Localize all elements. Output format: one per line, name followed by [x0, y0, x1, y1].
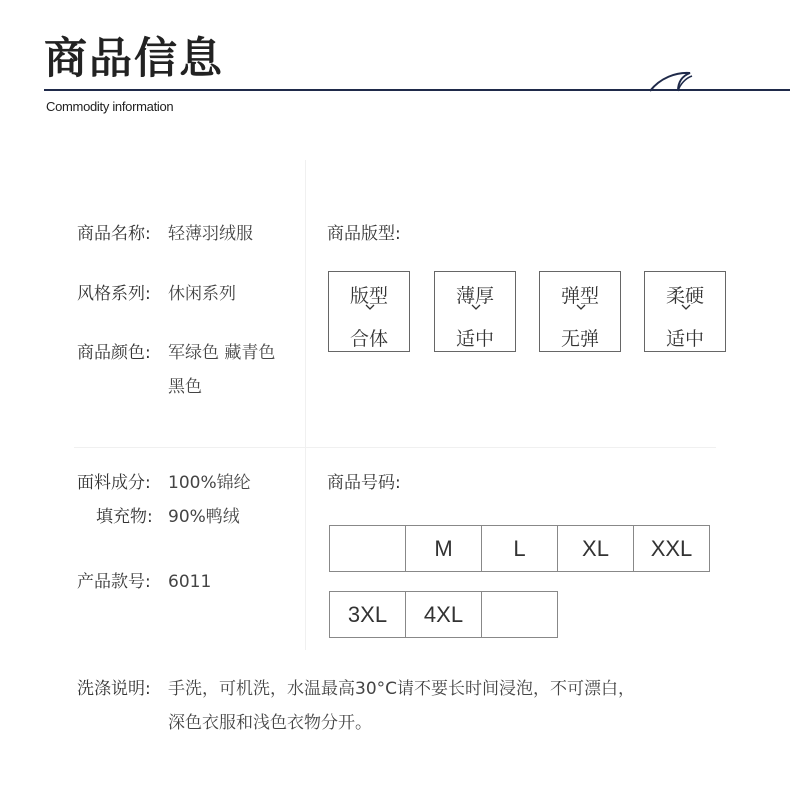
wave-icon [648, 70, 698, 92]
chevron-down-icon [435, 303, 517, 313]
fit-box-value: 适中 [665, 328, 704, 350]
fabric-label: 面料成分: [77, 473, 151, 493]
wash-label: 洗涤说明: [77, 679, 151, 699]
page-subtitle: Commodity information [46, 99, 174, 114]
filling-value: 90%鸭绒 [168, 507, 240, 527]
fit-box-title: 薄厚 [455, 285, 494, 307]
size-label: 商品号码: [327, 473, 401, 493]
fit-box-title: 柔硬 [665, 285, 704, 307]
fit-box-value: 适中 [455, 328, 494, 350]
fit-box-value: 合体 [349, 328, 388, 350]
fit-box-softness [644, 271, 726, 352]
size-cell: XL [557, 525, 634, 572]
horizontal-divider [74, 447, 716, 448]
size-cell [329, 525, 406, 572]
style-label: 风格系列: [77, 284, 151, 304]
wash-text-continued: 深色衣服和浅色衣物分开。 [168, 713, 372, 733]
name-label: 商品名称: [77, 224, 151, 244]
color-value-continued: 黑色 [168, 377, 202, 397]
filling-label: 填充物: [96, 507, 153, 527]
chevron-down-icon [645, 303, 727, 313]
size-cell [481, 591, 558, 638]
chevron-down-icon [540, 303, 622, 313]
code-label: 产品款号: [77, 572, 151, 592]
fit-label: 商品版型: [327, 224, 401, 244]
fit-box-thickness [434, 271, 516, 352]
color-label: 商品颜色: [77, 343, 151, 363]
fit-box-value: 无弹 [560, 328, 599, 350]
fit-box-title: 弹型 [560, 285, 599, 307]
size-cell: 3XL [329, 591, 406, 638]
size-cell: L [481, 525, 558, 572]
name-value: 轻薄羽绒服 [168, 224, 253, 244]
size-cell: XXL [633, 525, 710, 572]
style-value: 休闲系列 [168, 284, 236, 304]
fit-box-title: 版型 [349, 285, 388, 307]
fit-box-elasticity [539, 271, 621, 352]
vertical-divider [305, 160, 306, 650]
color-value: 军绿色 藏青色 [168, 343, 276, 363]
code-value: 6011 [168, 572, 212, 592]
chevron-down-icon [329, 303, 411, 313]
fabric-value: 100%锦纶 [168, 473, 251, 493]
size-cell: M [405, 525, 482, 572]
page-title: 商品信息 [44, 34, 224, 84]
size-cell: 4XL [405, 591, 482, 638]
fit-box-version [328, 271, 410, 352]
wash-text: 手洗，可机洗，水温最高30°C请不要长时间浸泡，不可漂白， [168, 679, 636, 699]
